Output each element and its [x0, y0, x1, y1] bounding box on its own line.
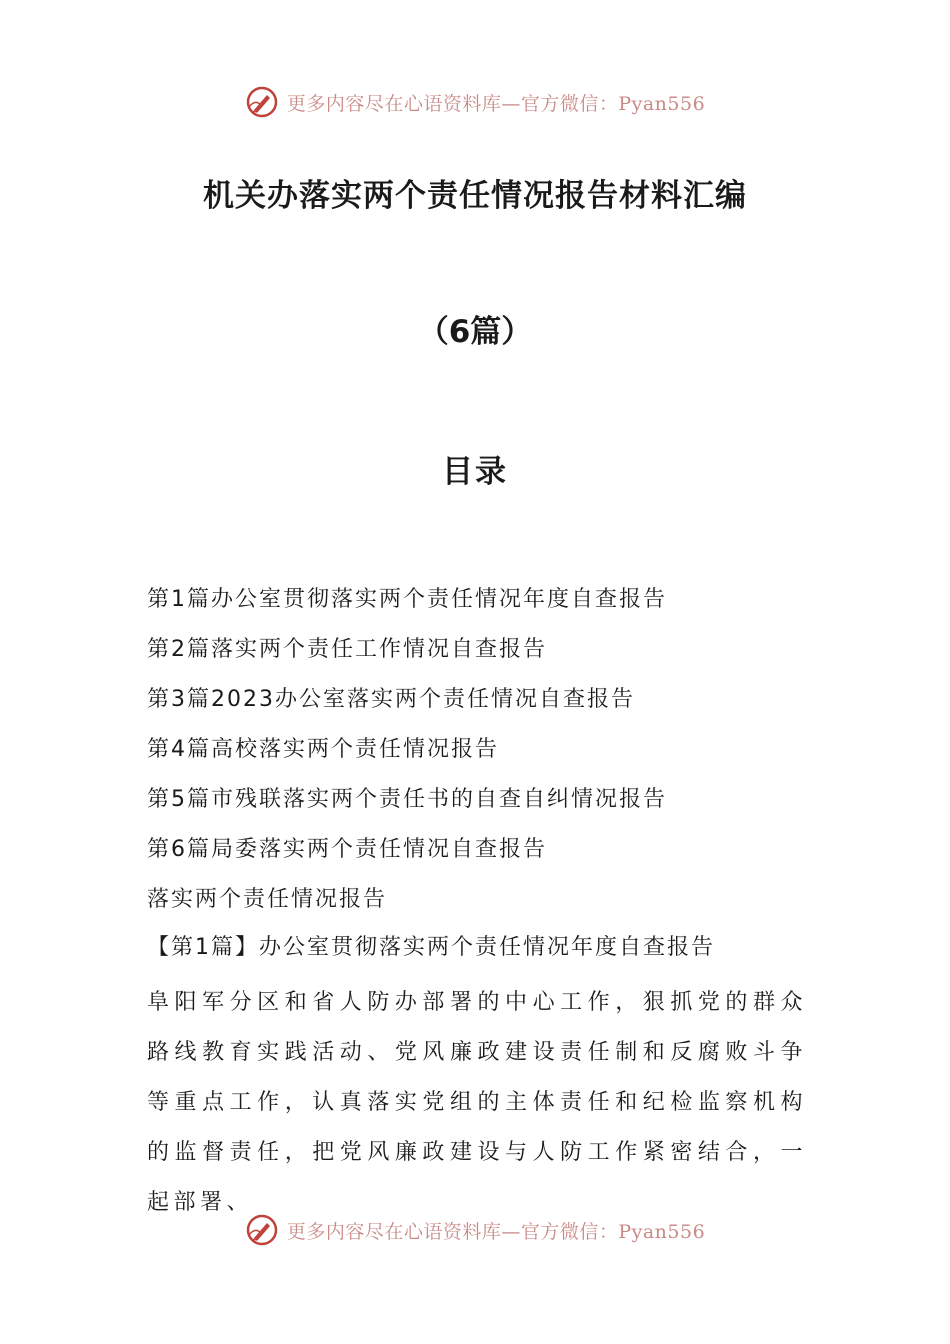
document-title: 机关办落实两个责任情况报告材料汇编 — [203, 178, 747, 214]
toc-item[interactable]: 第6篇局委落实两个责任情况自查报告 — [147, 837, 547, 862]
table-of-contents — [147, 580, 827, 930]
watermark-text: 更多内容尽在心语资料库—官方微信：Pyan556 — [286, 1220, 706, 1243]
pen-logo-icon — [245, 1213, 279, 1247]
section-title: 【第1篇】办公室贯彻落实两个责任情况年度自查报告 — [147, 935, 715, 960]
toc-item[interactable]: 第4篇高校落实两个责任情况报告 — [147, 737, 499, 762]
toc-item[interactable]: 第3篇2023办公室落实两个责任情况自查报告 — [147, 687, 635, 712]
document-count: （6篇） — [417, 314, 533, 350]
toc-heading: 目录 — [442, 454, 508, 490]
pen-logo-icon — [245, 85, 279, 119]
toc-item[interactable]: 第2篇落实两个责任工作情况自查报告 — [147, 637, 547, 662]
toc-item[interactable]: 落实两个责任情况报告 — [147, 887, 388, 912]
watermark-footer — [0, 1210, 950, 1250]
watermark-text: 更多内容尽在心语资料库—官方微信：Pyan556 — [286, 92, 706, 115]
body-section — [147, 928, 807, 1228]
body-paragraph: 阜阳军分区和省人防办部署的中心工作，狠抓党的群众路线教育实践活动、党风廉政建设责任制和反腐败斗争等重点工作，认真落实党组的主体责任和纪检监察机构的监督责任，把党风廉政建设与人防工作紧密结合，一起部署、 — [147, 990, 807, 1215]
toc-item[interactable]: 第1篇办公室贯彻落实两个责任情况年度自查报告 — [147, 587, 667, 612]
toc-item[interactable]: 第5篇市残联落实两个责任书的自查自纠情况报告 — [147, 787, 667, 812]
watermark-header — [0, 82, 950, 122]
